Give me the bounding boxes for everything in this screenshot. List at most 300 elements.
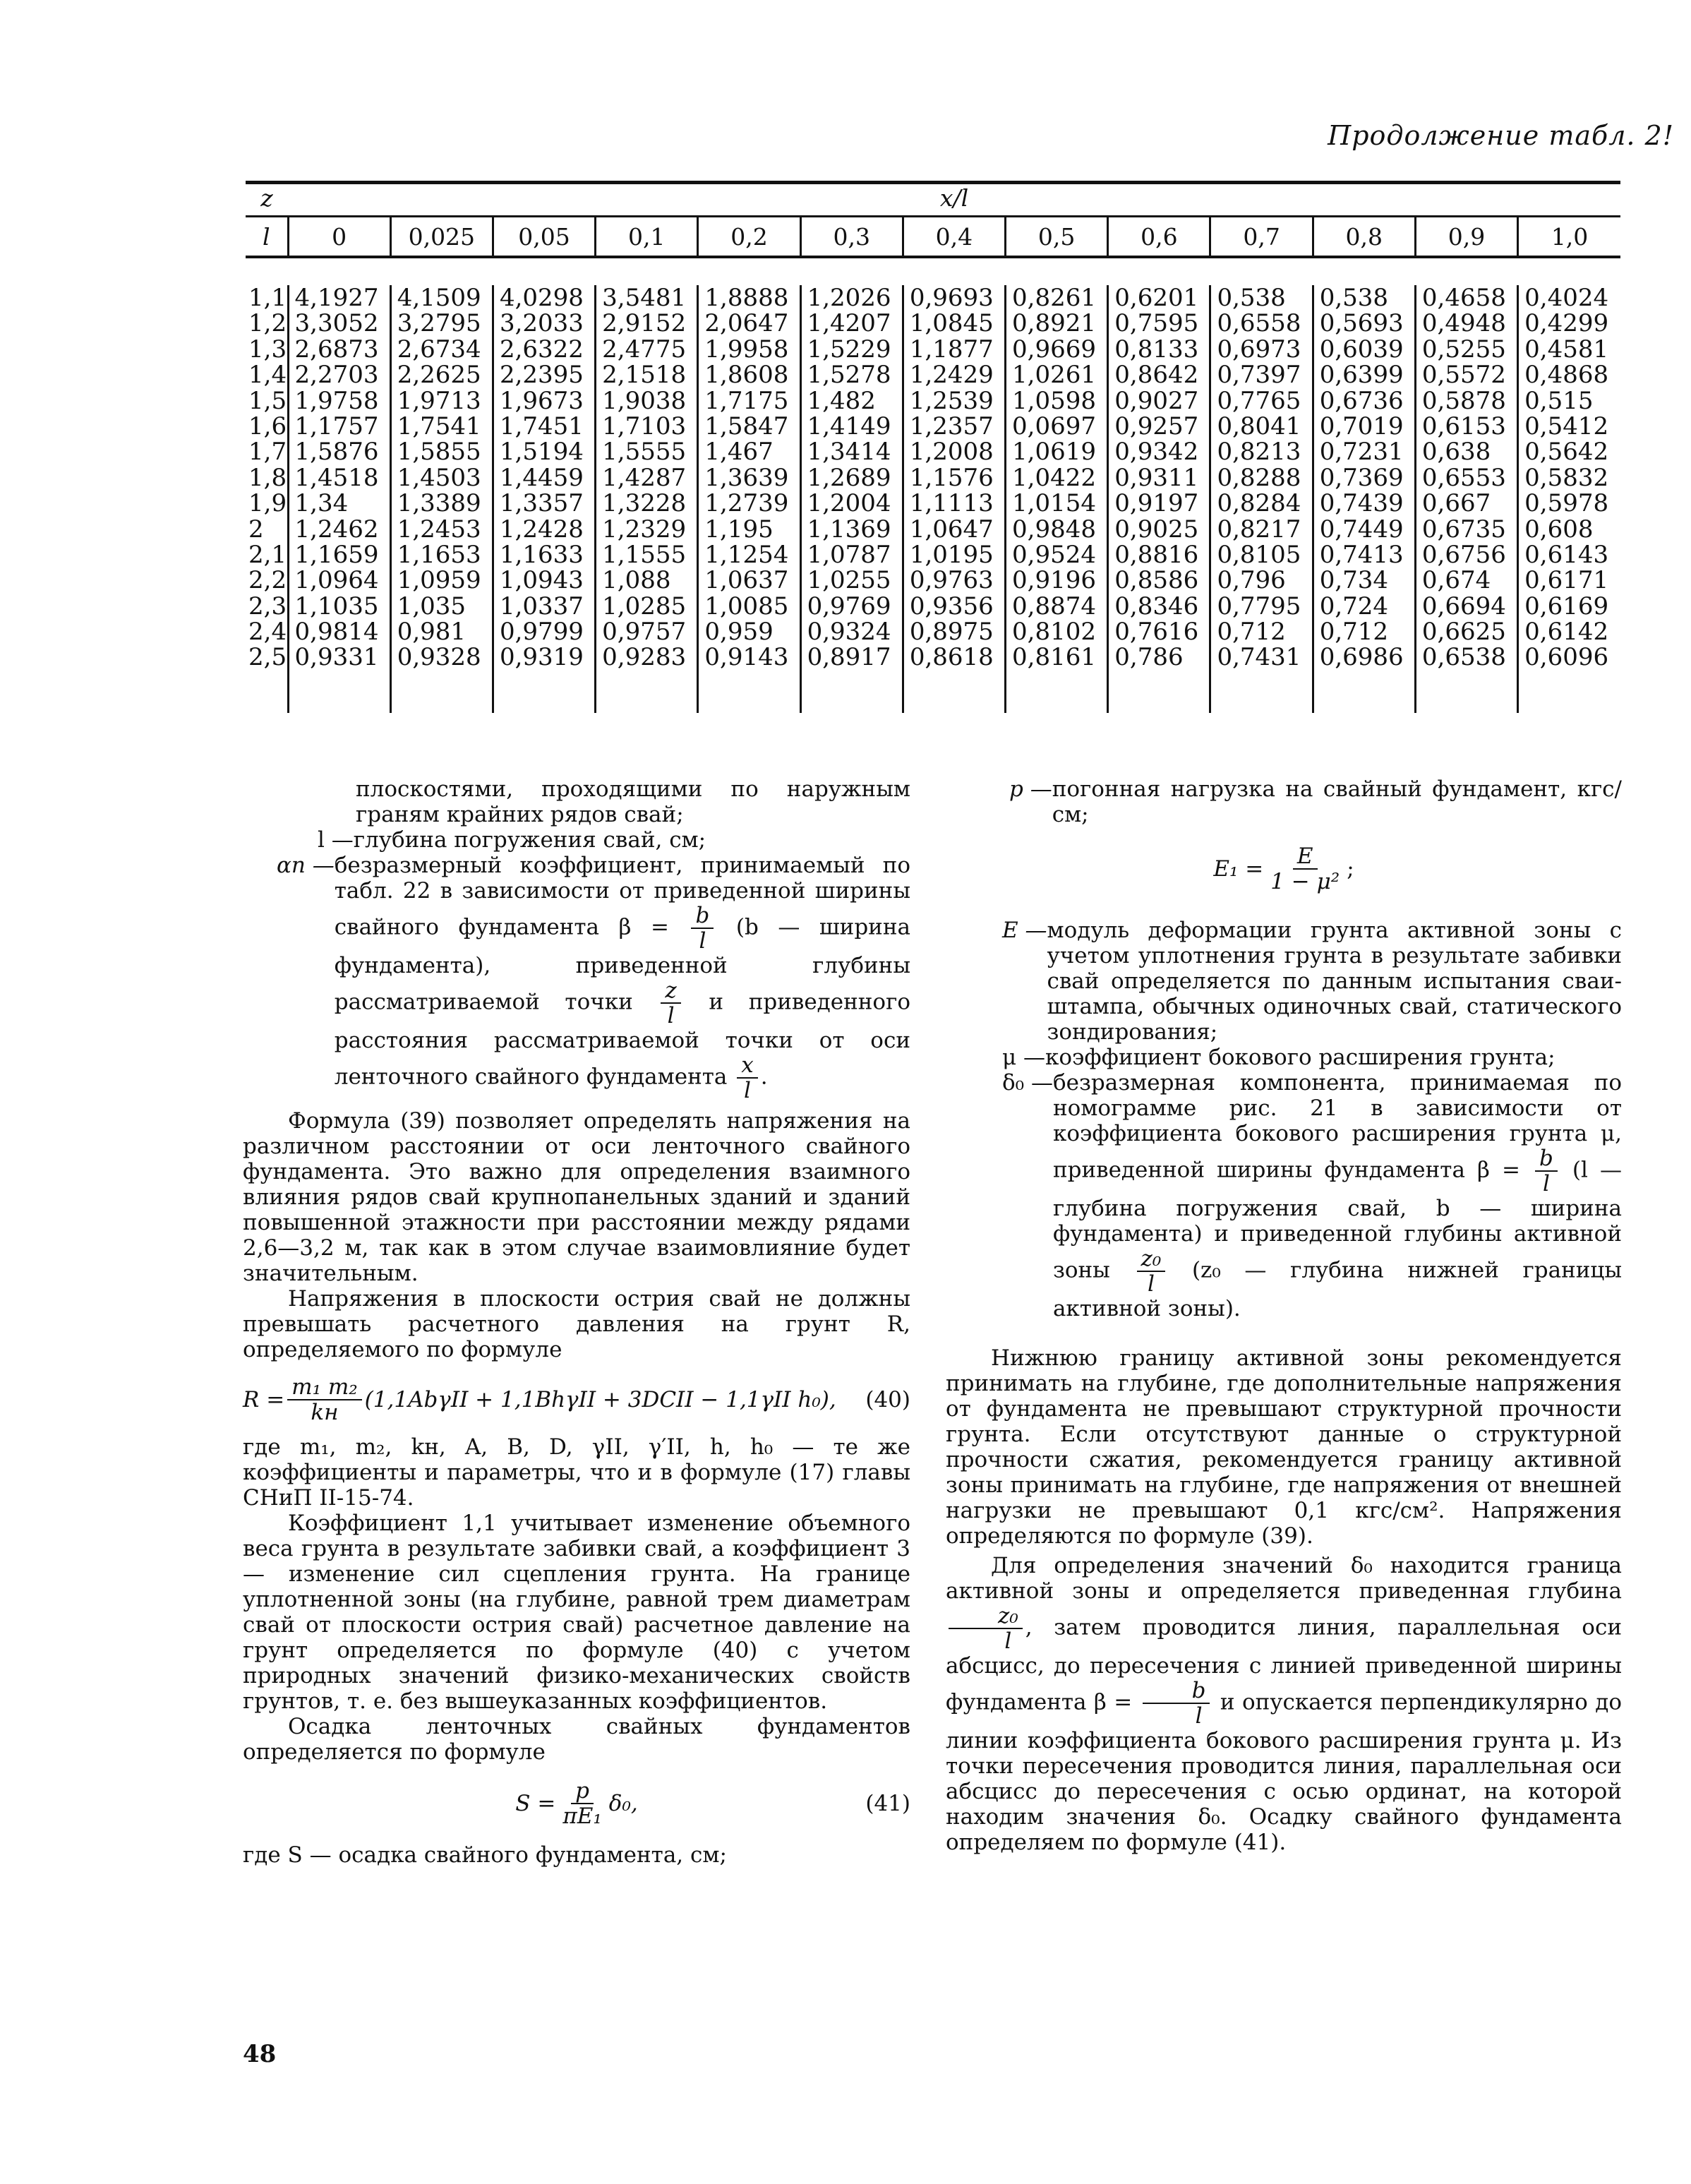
table-row [246,644,1620,670]
column-header: 0,6 [1108,217,1210,258]
table-cell: 0,6538 [1415,644,1517,670]
table-cell: 0,9283 [596,644,698,670]
table-cell: 0,7595 [1108,311,1210,336]
row-header-z: z [246,183,288,217]
table-cell: 0,8161 [1006,644,1108,670]
table-cell: 1,0619 [1006,439,1108,464]
table-cell: 1,0647 [903,517,1005,542]
frac-den: kн [311,1400,339,1425]
table-cell: 0,638 [1415,439,1517,464]
def-mu-text: коэффициент бокового расширения грунта; [1045,1045,1555,1070]
column-header: 0,9 [1415,217,1517,258]
definition-delta [946,1070,1622,1321]
procedure-part3: и опускается перпендикулярно до линии коэффициента бокового расширения грунта μ. Из точки пересечения проводится линия, параллельная оси абсцисс до пересечения с осью ординат, на которой находим значения δ₀. Осадку свайного фундамента определяем по формуле (41). [946,1689,1622,1855]
frac-num: m₁ m₂ [287,1375,362,1400]
coefficient-table [246,181,1620,713]
table-cell: 0,9197 [1108,491,1210,516]
frac-den: l [699,928,706,954]
frac-den: 1 − μ² [1270,869,1340,894]
table-row [246,362,1620,388]
table-cell: 0,5412 [1518,414,1620,439]
table-cell: 0,9311 [1108,465,1210,491]
table-cell: 0,796 [1210,568,1313,593]
table-row [246,414,1620,439]
table-cell: 0,9324 [800,619,903,644]
table-cell: 0,8102 [1006,619,1108,644]
row-label: 2,2 [248,566,287,595]
formula-41-fraction [558,1779,606,1828]
table-cell: 3,3052 [288,311,390,336]
table-cell: 1,0598 [1006,388,1108,414]
formula-40 [243,1375,910,1424]
table-cell: 2,6322 [493,337,595,362]
term-l: l — [318,827,354,853]
table-cell: 1,0195 [903,542,1005,568]
table-cell: 0,6694 [1415,594,1517,619]
table-cell: 1,5278 [800,362,903,388]
table-cell: 0,6973 [1210,337,1313,362]
row-label: 1,1 [248,284,287,312]
table-cell: 0,4024 [1518,285,1620,311]
column-header: 0,8 [1313,217,1415,258]
definition-mu [946,1045,1622,1070]
paragraph-delta-procedure [946,1553,1622,1855]
table-cell: 0,9669 [1006,337,1108,362]
term-alpha: αn — [277,853,335,878]
formula-41-lhs: S = [515,1791,556,1816]
def-delta-text [1053,1070,1622,1321]
frac-den: l [1147,1271,1155,1297]
continued-definition: плоскостями, проходящими по наружным граням крайних рядов свай; [356,776,910,827]
table-cell: 0,9196 [1006,568,1108,593]
fraction-z-l [661,978,680,1028]
table-cell: 1,1576 [903,465,1005,491]
page-number: 48 [243,2040,277,2068]
table-cell: 0,8586 [1108,568,1210,593]
formula-e1-fraction [1266,844,1344,894]
table-cell: 1,2462 [288,517,390,542]
row-label: 1,3 [248,335,287,364]
table-cell: 0,8917 [800,644,903,670]
table-cell: 0,959 [698,619,800,644]
table-cell: 0,9257 [1108,414,1210,439]
frac-num: b [1535,1146,1558,1172]
term-e: E — [1002,918,1047,943]
table-row [246,285,1620,311]
table-cell: 0,7231 [1313,439,1415,464]
table-cell: 0,6399 [1313,362,1415,388]
def-e-text: модуль деформации грунта активной зоны с учетом уплотнения грунта в результате забивки свай определяется по данным испытания сваи-штампа, обычных одиночных свай, статического зондирования; [1047,918,1622,1045]
table-row [246,594,1620,619]
table-row [246,568,1620,593]
table-cell: 3,2795 [390,311,493,336]
def-l-text: глубина погружения свай, см; [353,827,706,853]
row-label: 1,2 [248,309,287,338]
table-cell: 2,2625 [390,362,493,388]
table-cell: 1,0787 [800,542,903,568]
table-cell: 0,6736 [1313,388,1415,414]
table-cell: 1,7175 [698,388,800,414]
formula-40-fraction [287,1375,362,1424]
table-cell: 0,5832 [1518,465,1620,491]
table-cell: 1,7541 [390,414,493,439]
table-cell: 0,6143 [1518,542,1620,568]
column-header: 0 [288,217,390,258]
table-cell: 4,1927 [288,285,390,311]
table-cell: 1,2428 [493,517,595,542]
table-row [246,388,1620,414]
table-cell: 1,0085 [698,594,800,619]
column-header: 1,0 [1518,217,1620,258]
table-cell: 1,9713 [390,388,493,414]
table-continuation-label: Продолжение табл. 2! [1328,120,1674,151]
row-label: 2,5 [248,643,287,672]
formula-41-rhs: δ₀, [608,1791,638,1816]
table-cell: 0,9693 [903,285,1005,311]
table-cell: 0,6558 [1210,311,1313,336]
table-cell: 1,088 [596,568,698,593]
table-cell: 2,6734 [390,337,493,362]
frac-num: x [737,1053,757,1079]
table-cell: 2,2395 [493,362,595,388]
table-cell: 0,9757 [596,619,698,644]
table-cell: 1,2329 [596,517,698,542]
table-cell: 1,9958 [698,337,800,362]
table-cell: 1,4287 [596,465,698,491]
term-p: p — [1009,776,1052,802]
table-cell: 1,9673 [493,388,595,414]
frac-den: l [667,1003,675,1028]
table-cell: 1,5876 [288,439,390,464]
def-alpha-text [335,853,910,1103]
table-cell: 1,2689 [800,465,903,491]
definition-s: где S — осадка свайного фундамента, см; [243,1842,727,1868]
table-cell: 0,6986 [1313,644,1415,670]
table-cell: 1,5229 [800,337,903,362]
table-cell: 4,1509 [390,285,493,311]
paragraph-coefficient-1-1: Коэффициент 1,1 учитывает изменение объемного веса грунта в результате забивки свай, а коэффициент 3 — изменение сил сцепления грунта. На границе уплотненной зоны (на глубине, равной трем диаметрам свай от плоскости острия свай) расчетное давление на грунт определяется по формуле (40) с учетом природных значений физико-механических свойств грунтов, т. е. без вышеуказанных коэффициентов. [243,1511,910,1714]
table-cell: 0,981 [390,619,493,644]
table-cell: 0,667 [1415,491,1517,516]
def-alpha-part1: безразмерный коэффициент, принимаемый по табл. 22 в зависимости от приведенной ширины свайного фундамента β = [334,853,910,940]
table-cell: 1,0637 [698,568,800,593]
table-cell: 0,6201 [1108,285,1210,311]
frac-num: z₀ [949,1604,1023,1629]
paragraph-formula-39: Формула (39) позволяет определять напряжения на различном расстоянии от оси ленточного свайного фундамента. Это важно для определения взаимного влияния рядов свай крупнопанельных зданий и зданий повышенной этажности при расстоянии между рядами 2,6—3,2 м, так как в этом случае взаимовлияние будет значительным. [243,1108,910,1286]
column-header: 0,1 [596,217,698,258]
frac-num: b [1143,1679,1210,1704]
table-cell: 1,5555 [596,439,698,464]
table-cell: 0,7765 [1210,388,1313,414]
frac-den: l [1195,1703,1203,1729]
table-cell: 0,9763 [903,568,1005,593]
fraction-x-l [737,1053,757,1103]
table-cell: 1,5194 [493,439,595,464]
frac-den: l [1004,1628,1012,1654]
table-cell: 1,8888 [698,285,800,311]
table-cell: 0,5978 [1518,491,1620,516]
table-row [246,619,1620,644]
table-cell: 0,8642 [1108,362,1210,388]
fraction-b-l [691,904,714,953]
table-cell: 0,9319 [493,644,595,670]
formula-41 [243,1779,910,1828]
table-cell: 1,8608 [698,362,800,388]
column-header: 0,7 [1210,217,1313,258]
table-cell: 0,5693 [1313,311,1415,336]
table-cell: 0,8288 [1210,465,1313,491]
table-row [246,311,1620,336]
table-cell: 1,4149 [800,414,903,439]
table-cell: 0,5878 [1415,388,1517,414]
table-cell: 1,0285 [596,594,698,619]
column-header: 0,3 [800,217,903,258]
table-cell: 0,4658 [1415,285,1517,311]
table-cell: 1,1369 [800,517,903,542]
definition-p [946,776,1622,827]
table-cell: 0,7616 [1108,619,1210,644]
table-cell: 0,9769 [800,594,903,619]
table-cell: 1,0845 [903,311,1005,336]
table-cell: 1,2539 [903,388,1005,414]
table-cell: 1,035 [390,594,493,619]
formula-e1 [946,844,1622,894]
table-cell: 1,0154 [1006,491,1108,516]
column-header: 0,4 [903,217,1005,258]
table-cell: 0,6171 [1518,568,1620,593]
table-row [246,491,1620,516]
table-cell: 0,786 [1108,644,1210,670]
table-cell: 0,9799 [493,619,595,644]
table-cell: 1,1659 [288,542,390,568]
frac-num: z [661,978,680,1004]
table-cell: 0,9331 [288,644,390,670]
table-cell: 0,9025 [1108,517,1210,542]
table-cell: 1,1633 [493,542,595,568]
row-label: 2,3 [248,592,287,620]
def-delta-part2: (l — глубина погружения свай, b — ширина фундамента) и приведенной глубины активной зоны [1052,1157,1622,1283]
formula-e1-lhs: E₁ = [1213,856,1264,882]
frac-den: l [744,1078,751,1103]
fraction-b-l [1535,1146,1558,1196]
table-row [246,337,1620,362]
table-cell: 0,9356 [903,594,1005,619]
table-row [246,542,1620,568]
table-cell: 0,8217 [1210,517,1313,542]
table-cell: 0,7397 [1210,362,1313,388]
table-cell: 1,2026 [800,285,903,311]
table-cell: 1,3357 [493,491,595,516]
table-cell: 0,7413 [1313,542,1415,568]
row-label: 2,4 [248,618,287,647]
table-cell: 0,7369 [1313,465,1415,491]
formula-40-lhs: R = [243,1387,285,1412]
equation-number-40: (40) [865,1387,910,1412]
row-label: 2 [248,515,264,544]
table-cell: 0,9027 [1108,388,1210,414]
table-cell: 2,4775 [596,337,698,362]
table-cell: 0,5255 [1415,337,1517,362]
table-cell: 0,8133 [1108,337,1210,362]
formula-e1-end: ; [1347,856,1354,882]
table-cell: 0,9342 [1108,439,1210,464]
table-cell: 0,6039 [1313,337,1415,362]
frac-num: p [571,1779,594,1804]
definition-e [946,918,1622,1045]
table-cell: 1,4459 [493,465,595,491]
table-cell: 0,7019 [1313,414,1415,439]
row-label: 1,6 [248,412,287,440]
table-cell: 0,4868 [1518,362,1620,388]
table-cell: 2,6873 [288,337,390,362]
table-cell: 1,482 [800,388,903,414]
table-cell: 0,8816 [1108,542,1210,568]
table-cell: 0,6625 [1415,619,1517,644]
table-cell: 0,8284 [1210,491,1313,516]
table-cell: 0,712 [1210,619,1313,644]
table-cell: 0,8105 [1210,542,1313,568]
def-alpha-part2: (b — ширина фундамента), приведенной глубины рассматриваемой точки [334,914,910,1015]
frac-num: z₀ [1137,1247,1166,1272]
table-cell: 0,8261 [1006,285,1108,311]
procedure-part1: Для определения значений δ₀ находится граница активной зоны и определяется приведенная глубина [946,1553,1622,1604]
fraction-b-l-2 [1143,1679,1210,1728]
table-cell: 0,712 [1313,619,1415,644]
table-cell: 1,1035 [288,594,390,619]
table-cell: 1,195 [698,517,800,542]
table-cell: 1,34 [288,491,390,516]
table-cell: 1,0959 [390,568,493,593]
row-label: 1,4 [248,361,287,390]
table-cell: 1,0337 [493,594,595,619]
table-cell: 3,5481 [596,285,698,311]
definition-l [243,827,910,853]
table-header-row-1 [246,183,1620,217]
table-cell: 1,2739 [698,491,800,516]
table-cell: 0,8975 [903,619,1005,644]
table-cell: 0,8213 [1210,439,1313,464]
row-label: 2,1 [248,540,287,569]
def-delta-part3: (z₀ — глубина нижней границы активной зоны). [1052,1257,1623,1321]
table-cell: 2,9152 [596,311,698,336]
table-cell: 1,1877 [903,337,1005,362]
fraction-z0-l-2 [949,1604,1023,1653]
table-cell: 1,7451 [493,414,595,439]
table-cell: 0,7439 [1313,491,1415,516]
formula-40-rhs: (1,1AbγII + 1,1BhγII + 3DCII − 1,1γII h₀), [364,1387,836,1412]
table-row [246,517,1620,542]
table-cell: 0,8618 [903,644,1005,670]
def-alpha-part3: и приведенного расстояния рассматриваемой точки от оси ленточного свайного фундамента [334,989,910,1090]
table-cell: 1,2004 [800,491,903,516]
table-cell: 1,3389 [390,491,493,516]
table-row [246,465,1620,491]
table-cell: 0,6096 [1518,644,1620,670]
table-cell: 1,0255 [800,568,903,593]
column-header: 0,025 [390,217,493,258]
table-cell: 1,2453 [390,517,493,542]
frac-num: E [1293,844,1318,870]
table-cell: 1,5847 [698,414,800,439]
table-cell: 0,9814 [288,619,390,644]
table-cell: 1,1757 [288,414,390,439]
table-cell: 1,9758 [288,388,390,414]
table-cell: 0,6756 [1415,542,1517,568]
table-cell: 1,0943 [493,568,595,593]
table-cell: 0,724 [1313,594,1415,619]
table-cell: 1,1555 [596,542,698,568]
table-cell: 0,6142 [1518,619,1620,644]
table-cell: 2,2703 [288,362,390,388]
table-cell: 2,0647 [698,311,800,336]
table-cell: 0,6169 [1518,594,1620,619]
table-cell: 0,9328 [390,644,493,670]
row-label: 1,5 [248,386,287,415]
paragraph-active-zone: Нижнюю границу активной зоны рекомендуется принимать на глубине, где дополнительные напряжения от фундамента не превышают структурной прочности грунта. Если отсутствуют данные о структурной прочности сжатия, рекомендуется границу активной зоны принимать на глубине, где напряжения от внешней нагрузки не превышают 0,1 кгс/см². Напряжения определяются по формуле (39). [946,1345,1622,1549]
table-cell: 0,538 [1313,285,1415,311]
table-cell: 0,8346 [1108,594,1210,619]
table-row [246,439,1620,464]
equation-number-41: (41) [865,1791,910,1816]
table-cell: 0,4948 [1415,311,1517,336]
table-cell: 1,1254 [698,542,800,568]
table-cell: 1,3639 [698,465,800,491]
frac-den: l [1542,1171,1550,1196]
table-cell: 1,3414 [800,439,903,464]
paragraph-where-coefficients: где m₁, m₂, kн, A, B, D, γII, γ′II, h, h₀ — те же коэффициенты и параметры, что и в формуле (17) главы СНиП II-15-74. [243,1434,910,1511]
table-cell: 1,2008 [903,439,1005,464]
table-cell: 1,2357 [903,414,1005,439]
table-cell: 1,1653 [390,542,493,568]
table-cell: 1,9038 [596,388,698,414]
left-column [243,776,910,1868]
row-label: 1,9 [248,489,287,518]
row-label: 1,8 [248,463,287,492]
paragraph-stress-limit: Напряжения в плоскости острия свай не должны превышать расчетного давления на грунт R, определяемого по формуле [243,1286,910,1362]
right-column [946,776,1622,1855]
table-cell: 1,4518 [288,465,390,491]
fraction-z0-l [1137,1247,1166,1296]
frac-num: b [691,904,714,929]
def-p-text: погонная нагрузка на свайный фундамент, кгс/см; [1052,776,1622,827]
row-header-l: l [246,217,288,258]
def-alpha-end: . [760,1064,768,1090]
table-cell: 0,5572 [1415,362,1517,388]
table-cell: 1,4207 [800,311,903,336]
table-cell: 0,7795 [1210,594,1313,619]
table-cell: 0,734 [1313,568,1415,593]
table-cell: 0,7449 [1313,517,1415,542]
term-delta: δ₀ — [1002,1070,1053,1096]
table-cell: 2,1518 [596,362,698,388]
table-cell: 0,9524 [1006,542,1108,568]
table-cell: 1,467 [698,439,800,464]
table-cell: 0,674 [1415,568,1517,593]
table-cell: 1,0261 [1006,362,1108,388]
table-cell: 0,8874 [1006,594,1108,619]
row-label: 1,7 [248,438,287,467]
table-cell: 0,5642 [1518,439,1620,464]
frac-den: πE₁ [562,1804,602,1829]
table-cell: 1,5855 [390,439,493,464]
table-cell: 0,7431 [1210,644,1313,670]
table-cell: 1,0422 [1006,465,1108,491]
table-cell: 0,8921 [1006,311,1108,336]
table-cell: 1,2429 [903,362,1005,388]
paragraph-settlement: Осадка ленточных свайных фундаментов определяется по формуле [243,1714,910,1765]
table-header-row-2 [246,217,1620,258]
table-cell: 3,2033 [493,311,595,336]
